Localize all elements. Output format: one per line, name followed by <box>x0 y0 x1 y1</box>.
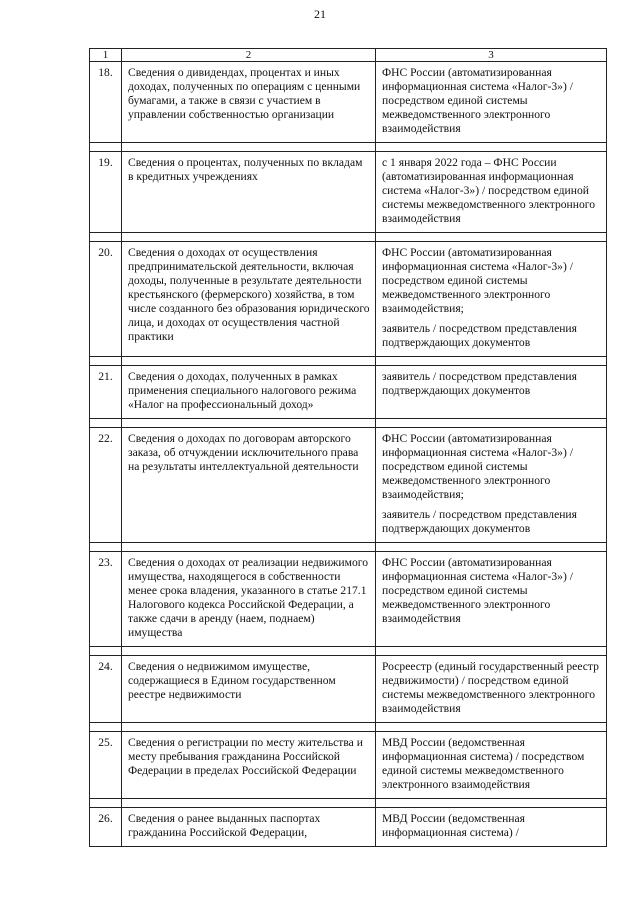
row-number: 26. <box>90 808 122 847</box>
info-source <box>376 366 607 419</box>
row-spacer <box>90 543 607 552</box>
info-source <box>376 656 607 723</box>
row-spacer <box>90 419 607 428</box>
info-source <box>376 808 607 847</box>
table-row <box>90 152 607 233</box>
row-number: 24. <box>90 656 122 723</box>
source-entry: заявитель / посредством представления подтверждающих документов <box>382 322 577 349</box>
row-spacer <box>90 357 607 366</box>
info-description: Сведения о доходах, полученных в рамках применения специального налогового режима «Налог на профессиональный доход» <box>122 366 376 419</box>
info-description: Сведения о ранее выданных паспортах гражданина Российской Федерации, <box>122 808 376 847</box>
row-number: 23. <box>90 552 122 647</box>
info-source <box>376 428 607 543</box>
info-description: Сведения о недвижимом имуществе, содержащиеся в Едином государственном реестре недвижимости <box>122 656 376 723</box>
info-description: Сведения о процентах, полученных по вкладам в кредитных учреждениях <box>122 152 376 233</box>
row-spacer <box>90 723 607 732</box>
row-spacer <box>90 799 607 808</box>
row-number: 22. <box>90 428 122 543</box>
info-source <box>376 552 607 647</box>
info-description: Сведения о доходах по договорам авторского заказа, об отчуждении исключительного права на результаты интеллектуальной деятельности <box>122 428 376 543</box>
row-spacer <box>90 647 607 656</box>
table-row <box>90 242 607 357</box>
source-entry: ФНС России (автоматизированная информационная система «Налог-3») / посредством единой системы межведомственного электронного взаимодействия; <box>382 246 573 315</box>
data-sources-table <box>89 48 607 847</box>
page-number: 21 <box>314 7 326 21</box>
table-row <box>90 552 607 647</box>
source-entry: МВД России (ведомственная информационная система) / <box>382 812 525 839</box>
row-number: 25. <box>90 732 122 799</box>
row-spacer <box>90 143 607 152</box>
source-entry: заявитель / посредством представления подтверждающих документов <box>382 508 577 535</box>
row-number: 21. <box>90 366 122 419</box>
info-description: Сведения о регистрации по месту жительства и месту пребывания гражданина Российской Федерации в пределах Российской Федерации <box>122 732 376 799</box>
table-header-row <box>90 49 607 62</box>
row-number: 19. <box>90 152 122 233</box>
info-description: Сведения о дивидендах, процентах и иных доходах, полученных по операциям с ценными бумагами, а также в связи с участием в управлении собственностью организации <box>122 62 376 143</box>
info-description: Сведения о доходах от осуществления предпринимательской деятельности, включая доходы, полученные в результате деятельности крестьянского (фермерского) хозяйства, в том числе созданного без образования юридического лица, и доходах от осуществления частной практики <box>122 242 376 357</box>
info-source <box>376 242 607 357</box>
source-entry: МВД России (ведомственная информационная система) / посредством единой системы межведомственного электронного взаимодействия <box>382 736 585 791</box>
row-number: 18. <box>90 62 122 143</box>
info-source <box>376 732 607 799</box>
source-entry: ФНС России (автоматизированная информационная система «Налог-3») / посредством единой системы межведомственного электронного взаимодействия <box>382 66 573 135</box>
source-entry: Росреестр (единый государственный реестр недвижимости) / посредством единой системы межведомственного электронного взаимодействия <box>382 660 599 715</box>
info-source <box>376 152 607 233</box>
table-row <box>90 656 607 723</box>
header-col-1: 1 <box>90 49 122 62</box>
info-description: Сведения о доходах от реализации недвижимого имущества, находящегося в собственности менее срока владения, указанного в статье 217.1 Налогового кодекса Российской Федерации, а также сдачи в аренду (наем, поднаем) имущества <box>122 552 376 647</box>
table-row <box>90 366 607 419</box>
table-row <box>90 62 607 143</box>
source-entry: заявитель / посредством представления подтверждающих документов <box>382 370 577 397</box>
table-row <box>90 732 607 799</box>
table-row <box>90 428 607 543</box>
source-entry: с 1 января 2022 года – ФНС России (автоматизированная информационная система «Налог-3») / посредством единой системы межведомственного электронного взаимодействия <box>382 156 596 225</box>
row-number: 20. <box>90 242 122 357</box>
table-row <box>90 808 607 847</box>
source-entry: ФНС России (автоматизированная информационная система «Налог-3») / посредством единой системы межведомственного электронного взаимодействия <box>382 556 573 625</box>
source-entry: ФНС России (автоматизированная информационная система «Налог-3») / посредством единой системы межведомственного электронного взаимодействия; <box>382 432 573 501</box>
row-spacer <box>90 233 607 242</box>
table-body <box>90 49 607 847</box>
header-col-2: 2 <box>122 49 376 62</box>
header-col-3: 3 <box>376 49 607 62</box>
info-source <box>376 62 607 143</box>
